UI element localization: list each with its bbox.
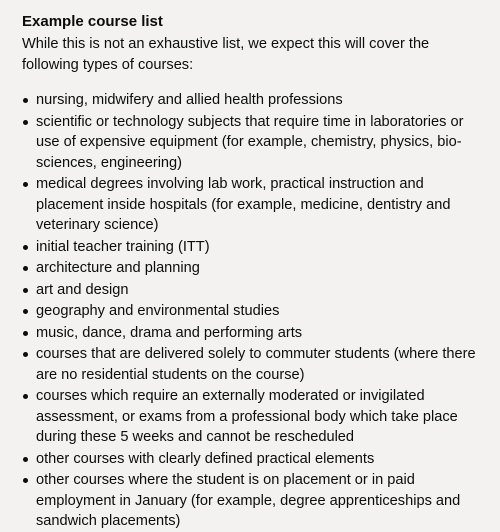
list-item: other courses where the student is on placement or in paid employment in January (for example, degree apprenticeships and sandwich placements) [22, 470, 486, 532]
list-item: courses that are delivered solely to commuter students (where there are no residential students on the course) [22, 344, 486, 385]
list-item: nursing, midwifery and allied health professions [22, 90, 486, 111]
list-item: art and design [22, 280, 486, 301]
list-item: medical degrees involving lab work, practical instruction and placement inside hospitals (for example, medicine, dentistry and veterinary science) [22, 174, 486, 236]
section-intro: While this is not an exhaustive list, we expect this will cover the following types of courses: [22, 36, 430, 73]
list-item: courses which require an externally moderated or invigilated assessment, or exams from a professional body which take place during these 5 weeks and cannot be rescheduled [22, 386, 486, 448]
list-item: architecture and planning [22, 258, 486, 279]
list-item: initial teacher training (ITT) [22, 237, 486, 258]
list-item: other courses with clearly defined practical elements [22, 449, 486, 470]
list-item: geography and environmental studies [22, 301, 486, 322]
course-list [22, 90, 486, 532]
section-title: Example course list [22, 13, 163, 30]
list-item: music, dance, drama and performing arts [22, 323, 486, 344]
list-item: scientific or technology subjects that require time in laboratories or use of expensive equipment (for example, chemistry, physics, bio-sciences, engineering) [22, 112, 486, 174]
